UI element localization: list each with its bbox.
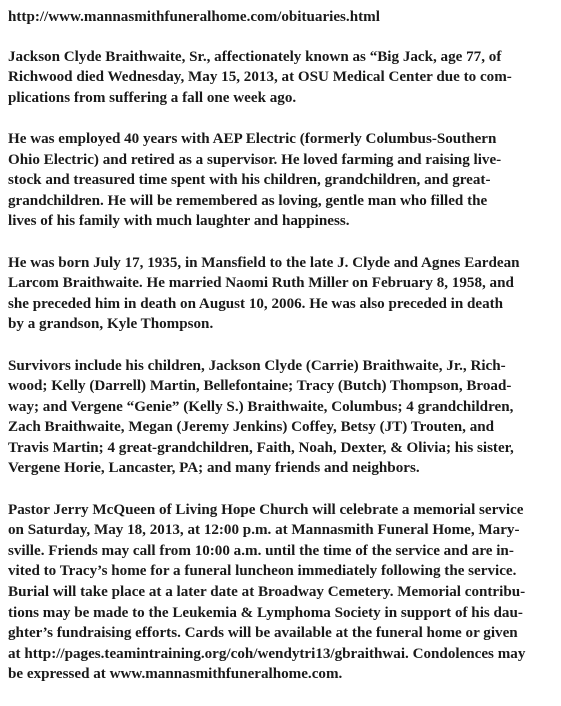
text-line: by a grandson, Kyle Thompson. xyxy=(8,316,214,333)
text-line: vited to Tracy’s home for a funeral luncheon immediately following the service. xyxy=(8,563,517,580)
text-line: sville. Friends may call from 10:00 a.m. until the time of the service and are in- xyxy=(8,542,514,559)
obituary-document xyxy=(8,7,556,706)
text-line: be expressed at www.mannasmithfuneralhome.com. xyxy=(8,666,343,683)
text-line: Ohio Electric) and retired as a supervisor. He loved farming and raising live- xyxy=(8,151,502,168)
paragraph-services xyxy=(8,500,556,685)
text-line: tions may be made to the Leukemia & Lymphoma Society in support of his dau- xyxy=(8,604,523,621)
source-url: http://www.mannasmithfuneralhome.com/obituaries.html xyxy=(8,9,380,25)
text-line: Travis Martin; 4 great-grandchildren, Faith, Noah, Dexter, & Olivia; his sister, xyxy=(8,439,514,456)
text-line: grandchildren. He will be remembered as loving, gentle man who filled the xyxy=(8,192,488,209)
text-line: lives of his family with much laughter and happiness. xyxy=(8,213,350,230)
text-line: stock and treasured time spent with his children, grandchildren, and great- xyxy=(8,172,491,189)
text-line: He was employed 40 years with AEP Electric (formerly Columbus-Southern xyxy=(8,130,497,147)
text-line: Larcom Braithwaite. He married Naomi Ruth Miller on February 8, 1958, and xyxy=(8,275,514,292)
text-line: Richwood died Wednesday, May 15, 2013, at OSU Medical Center due to com- xyxy=(8,69,512,86)
text-line: Pastor Jerry McQueen of Living Hope Church will celebrate a memorial service xyxy=(8,501,524,518)
paragraph-survivors xyxy=(8,356,556,480)
paragraph-birth-marriage xyxy=(8,253,556,335)
text-line: Survivors include his children, Jackson Clyde (Carrie) Braithwaite, Jr., Rich- xyxy=(8,357,506,374)
text-line: ghter’s fundraising efforts. Cards will be available at the funeral home or given xyxy=(8,625,518,642)
text-line: Zach Braithwaite, Megan (Jeremy Jenkins) Coffey, Betsy (JT) Trouten, and xyxy=(8,419,495,436)
text-line: on Saturday, May 18, 2013, at 12:00 p.m. at Mannasmith Funeral Home, Mary- xyxy=(8,522,520,539)
text-line: Burial will take place at a later date at Broadway Cemetery. Memorial contribu- xyxy=(8,584,526,601)
text-line: plications from suffering a fall one week ago. xyxy=(8,89,297,106)
text-line: she preceded him in death on August 10, 2006. He was also preceded in death xyxy=(8,295,504,312)
text-line: at http://pages.teamintraining.org/coh/wendytri13/gbraithwai. Condolences may xyxy=(8,645,526,662)
paragraph-death-notice xyxy=(8,47,556,109)
text-line: Vergene Horie, Lancaster, PA; and many friends and neighbors. xyxy=(8,460,420,477)
text-line: He was born July 17, 1935, in Mansfield to the late J. Clyde and Agnes Eardean xyxy=(8,254,520,271)
text-line: wood; Kelly (Darrell) Martin, Bellefontaine; Tracy (Butch) Thompson, Broad- xyxy=(8,378,512,395)
text-line: way; and Vergene “Genie” (Kelly S.) Braithwaite, Columbus; 4 grandchildren, xyxy=(8,398,514,415)
paragraph-career xyxy=(8,129,556,232)
text-line: Jackson Clyde Braithwaite, Sr., affectionately known as “Big Jack, age 77, of xyxy=(8,48,502,65)
